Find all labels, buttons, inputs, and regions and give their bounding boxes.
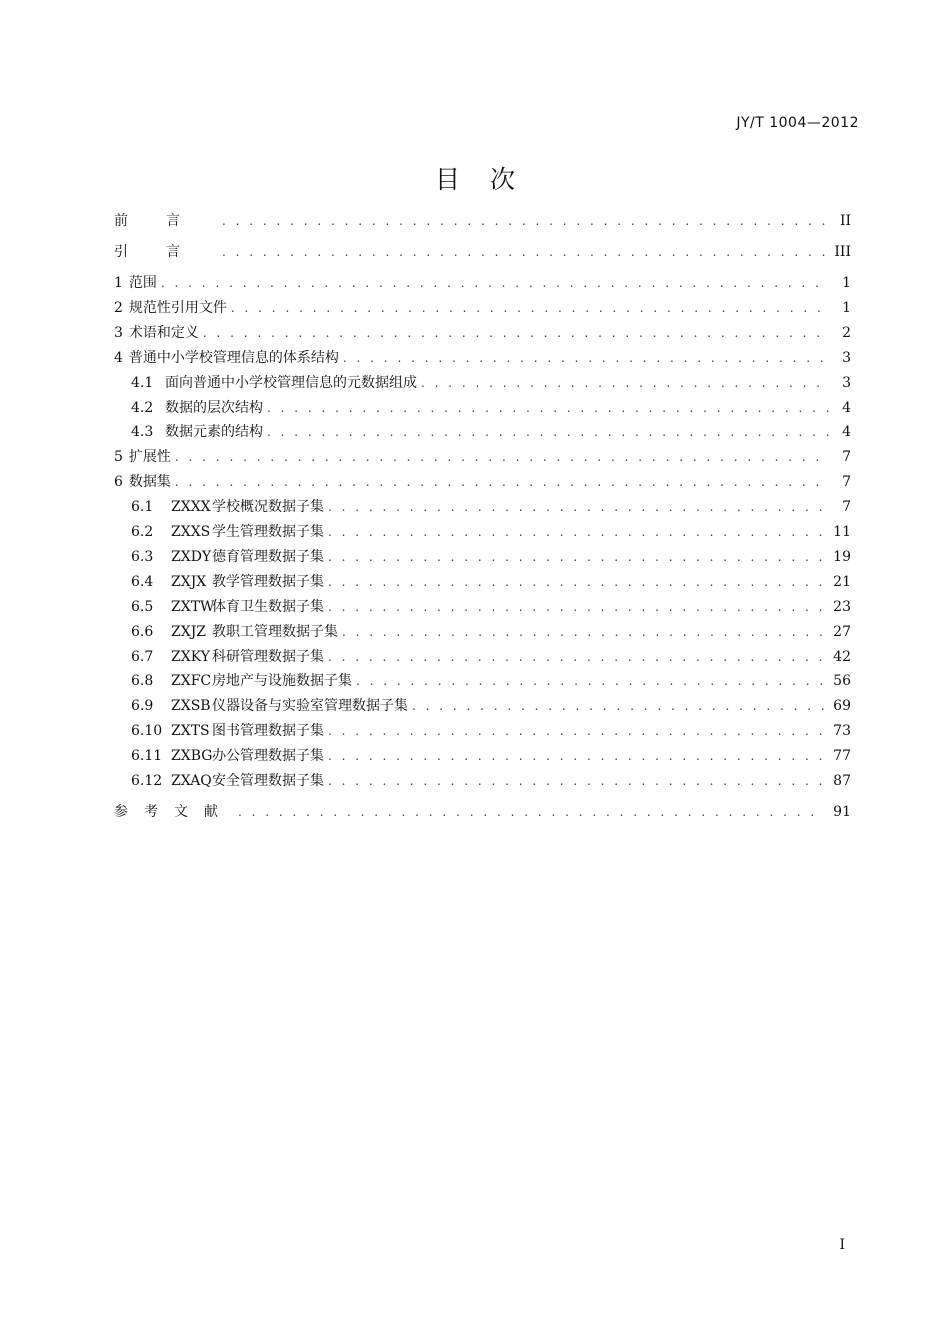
toc-entry-foreword[interactable] — [114, 211, 851, 231]
toc-number: 4 — [114, 350, 123, 366]
toc-page: 1 — [842, 300, 851, 316]
dot-leader — [343, 348, 829, 368]
toc-entry-6-3[interactable] — [114, 547, 851, 567]
dot-leader — [328, 721, 825, 741]
toc-entry-4-2[interactable] — [114, 398, 851, 418]
toc-number: 4.1 — [131, 375, 154, 391]
toc-label: 教职工管理数据子集 — [212, 624, 338, 640]
toc-entry-6-9[interactable] — [114, 696, 851, 716]
toc-entry-6-6[interactable] — [114, 622, 851, 642]
toc-entry-6-4[interactable] — [114, 572, 851, 592]
dot-leader — [231, 298, 829, 318]
toc-entry-6-2[interactable] — [114, 522, 851, 542]
toc-page: 7 — [842, 449, 851, 465]
toc-page: 73 — [833, 723, 851, 739]
toc-code: ZXXS — [171, 524, 211, 540]
toc-label: 面向普通中小学校管理信息的元数据组成 — [165, 375, 417, 391]
toc-entry-6-11[interactable] — [114, 746, 851, 766]
toc-label: 体育卫生数据子集 — [212, 599, 324, 615]
toc-number: 6.6 — [131, 624, 154, 640]
toc-number: 6.7 — [131, 649, 154, 665]
toc-number: 5 — [114, 449, 123, 465]
toc-page: 3 — [842, 375, 851, 391]
toc-code: ZXTS — [171, 723, 210, 739]
toc-page: 7 — [842, 474, 851, 490]
toc-number: 6.11 — [131, 748, 163, 764]
toc-page: 11 — [833, 524, 851, 540]
dot-leader — [328, 497, 829, 517]
toc-label: 仪器设备与实验室管理数据子集 — [212, 698, 408, 714]
toc-label: 数据集 — [128, 474, 171, 490]
toc-label: 术语和定义 — [128, 325, 199, 341]
toc-label: 德育管理数据子集 — [212, 549, 324, 565]
toc-page: 21 — [833, 574, 851, 590]
dot-leader — [421, 373, 829, 393]
dot-leader — [222, 242, 826, 262]
dot-leader — [267, 398, 829, 418]
toc-label: 规范性引用文件 — [128, 300, 227, 316]
toc-page: 69 — [833, 698, 851, 714]
toc-entry-6-8[interactable] — [114, 671, 851, 691]
dot-leader — [328, 522, 825, 542]
toc-code: ZXJX — [171, 574, 207, 590]
toc-label: 普通中小学校管理信息的体系结构 — [128, 350, 339, 366]
toc-page: 87 — [833, 773, 851, 789]
dot-leader — [328, 572, 825, 592]
toc-number: 2 — [114, 300, 123, 316]
toc-code: ZXXX — [171, 499, 211, 515]
toc-code: ZXKY — [171, 649, 211, 665]
standard-code: JY/T 1004—2012 — [736, 115, 859, 131]
toc-label: 学生管理数据子集 — [212, 524, 324, 540]
toc-entry-2[interactable] — [114, 298, 851, 318]
toc-page: 91 — [833, 804, 851, 820]
toc-entry-bibliography[interactable] — [114, 802, 851, 822]
toc-number: 6.1 — [131, 499, 154, 515]
toc-entry-3[interactable] — [114, 323, 851, 343]
toc-number: 1 — [114, 275, 123, 291]
toc-page: 3 — [842, 350, 851, 366]
dot-leader — [222, 211, 829, 231]
toc-number: 6.9 — [131, 698, 154, 714]
toc-entry-6-10[interactable] — [114, 721, 851, 741]
toc-number: 6.10 — [131, 723, 163, 739]
toc-page: 7 — [842, 499, 851, 515]
toc-label: 办公管理数据子集 — [212, 748, 324, 764]
dot-leader — [328, 746, 825, 766]
dot-leader — [175, 472, 829, 492]
title-char-2: 次 — [490, 165, 516, 194]
toc-label: 引言 — [114, 244, 218, 260]
toc-number: 4.2 — [131, 400, 154, 416]
dot-leader — [342, 622, 825, 642]
toc-code: ZXAQ — [171, 773, 212, 789]
toc-page: 23 — [833, 599, 851, 615]
toc-code: ZXDY — [171, 549, 212, 565]
toc-entry-6-12[interactable] — [114, 771, 851, 791]
toc-label: 科研管理数据子集 — [212, 649, 324, 665]
toc-code: ZXTW — [171, 599, 215, 615]
dot-leader — [328, 647, 825, 667]
toc-entry-5[interactable] — [114, 447, 851, 467]
dot-leader — [161, 273, 829, 293]
toc-page: 4 — [842, 424, 851, 440]
toc-entry-1[interactable] — [114, 273, 851, 293]
dot-leader — [328, 547, 825, 567]
toc-number: 4.3 — [131, 424, 154, 440]
toc-page: II — [839, 213, 851, 229]
toc-entry-6-7[interactable] — [114, 647, 851, 667]
toc-number: 3 — [114, 325, 123, 341]
toc-number: 6.5 — [131, 599, 154, 615]
toc-label: 房地产与设施数据子集 — [212, 673, 352, 689]
toc-number: 6.3 — [131, 549, 154, 565]
toc-page: 77 — [833, 748, 851, 764]
toc-page: III — [834, 244, 851, 260]
toc-label: 数据元素的结构 — [165, 424, 263, 440]
toc-label: 教学管理数据子集 — [212, 574, 324, 590]
toc-code: ZXSB — [171, 698, 211, 714]
toc-entry-4-1[interactable] — [114, 373, 851, 393]
toc-page: 2 — [842, 325, 851, 341]
toc-label: 参考文献 — [114, 804, 234, 820]
toc-number: 6 — [114, 474, 123, 490]
toc-number: 6.8 — [131, 673, 154, 689]
dot-leader — [175, 447, 829, 467]
dot-leader — [328, 597, 825, 617]
toc-label: 前言 — [114, 213, 218, 229]
toc-number: 6.2 — [131, 524, 154, 540]
page-number: I — [839, 1237, 845, 1253]
toc-page: 4 — [842, 400, 851, 416]
toc-label: 学校概况数据子集 — [212, 499, 324, 515]
toc-label: 数据的层次结构 — [165, 400, 263, 416]
toc-page: 19 — [833, 549, 851, 565]
toc-entry-6-5[interactable] — [114, 597, 851, 617]
toc-code: ZXFC — [171, 673, 212, 689]
toc-code: ZXJZ — [171, 624, 207, 640]
toc-entry-introduction[interactable] — [114, 242, 851, 262]
toc-entry-6-1[interactable] — [114, 497, 851, 517]
toc-label: 扩展性 — [128, 449, 171, 465]
toc-entry-4-3[interactable] — [114, 422, 851, 442]
dot-leader — [238, 802, 825, 822]
toc-page: 42 — [833, 649, 851, 665]
title-char-1: 目 — [434, 165, 460, 194]
dot-leader — [203, 323, 829, 343]
dot-leader — [328, 771, 825, 791]
toc-page: 1 — [842, 275, 851, 291]
dot-leader — [412, 696, 825, 716]
toc-entry-6[interactable] — [114, 472, 851, 492]
toc-number: 6.12 — [131, 773, 163, 789]
toc-number: 6.4 — [131, 574, 154, 590]
dot-leader — [356, 671, 825, 691]
toc-label: 图书管理数据子集 — [212, 723, 324, 739]
toc-entry-4[interactable] — [114, 348, 851, 368]
dot-leader — [267, 422, 829, 442]
page-title — [0, 160, 950, 196]
toc-page: 56 — [833, 673, 851, 689]
toc-code: ZXBG — [171, 748, 213, 764]
toc-label: 安全管理数据子集 — [212, 773, 324, 789]
toc-page: 27 — [833, 624, 851, 640]
toc-label: 范围 — [128, 275, 157, 291]
